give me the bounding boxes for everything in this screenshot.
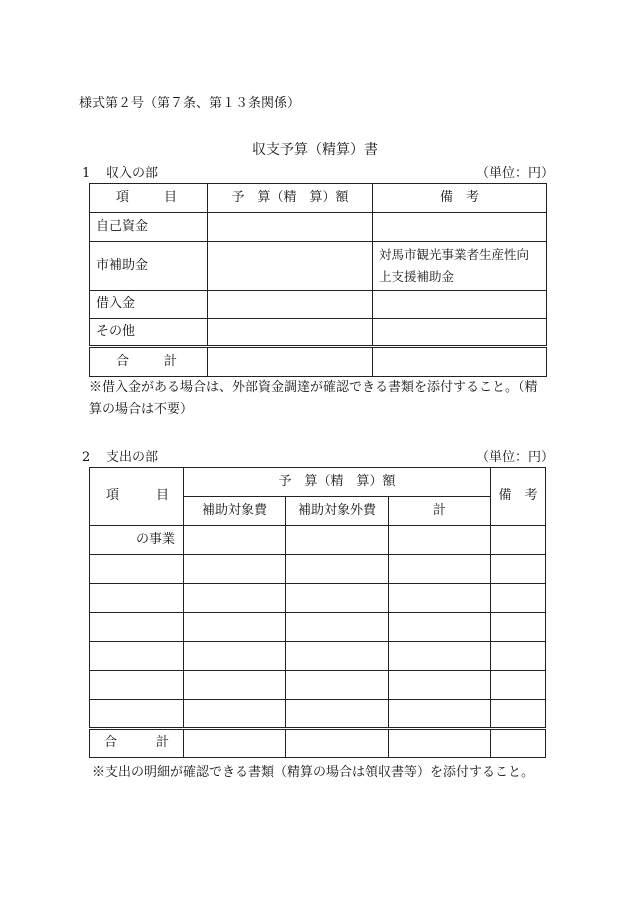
income-heading: 収入の部	[106, 166, 159, 181]
expense-total-cell[interactable]	[491, 729, 546, 758]
table-row	[90, 319, 547, 347]
expense-total-a: 合	[104, 735, 118, 751]
income-header-item-a: 項	[116, 189, 130, 205]
income-item-cell: 市補助金	[90, 242, 208, 291]
income-note-line-1: ※借入金がある場合は、外部資金調達が確認できる書類を添付すること。（精	[89, 380, 538, 395]
income-remarks-cell[interactable]	[373, 319, 547, 347]
expense-header-subsidized: 補助対象費	[184, 497, 286, 526]
income-item-cell: 自己資金	[90, 213, 208, 242]
expense-heading: 支出の部	[106, 450, 159, 465]
table-row	[90, 555, 546, 584]
expense-cell[interactable]	[184, 700, 286, 729]
expense-item-cell[interactable]	[90, 584, 184, 613]
expense-item-cell[interactable]	[90, 555, 184, 584]
table-row	[90, 242, 547, 291]
expense-total-b: 計	[155, 735, 169, 751]
income-item-cell: その他	[90, 319, 208, 347]
expense-table	[89, 467, 546, 758]
expense-header-item	[90, 468, 184, 526]
expense-cell[interactable]	[286, 584, 389, 613]
document-title: 収支予算（精算）書	[252, 142, 378, 158]
expense-header-budget: 予 算（精 算）額	[184, 468, 491, 497]
expense-cell[interactable]	[491, 555, 546, 584]
expense-header-row-1	[90, 468, 546, 497]
table-row	[90, 642, 546, 671]
expense-cell[interactable]	[389, 555, 491, 584]
income-table	[89, 183, 547, 377]
expense-note: ※支出の明細が確認できる書類（精算の場合は領収書等）を添付すること。	[92, 765, 535, 780]
expense-cell[interactable]	[491, 526, 546, 555]
expense-header-remarks: 備 考	[491, 468, 546, 526]
expense-cell[interactable]	[491, 613, 546, 642]
expense-item-cell[interactable]	[90, 671, 184, 700]
income-total-b: 計	[163, 353, 177, 369]
table-row	[90, 526, 546, 555]
income-heading-number: 1	[82, 166, 91, 181]
expense-total-cell[interactable]	[389, 729, 491, 758]
expense-cell[interactable]	[389, 526, 491, 555]
table-row	[90, 700, 546, 729]
income-total-budget-cell[interactable]	[208, 347, 373, 377]
income-budget-cell[interactable]	[208, 213, 373, 242]
income-remarks-cell[interactable]	[373, 213, 547, 242]
expense-cell[interactable]	[491, 700, 546, 729]
income-remarks-cell[interactable]	[373, 242, 547, 291]
expense-cell[interactable]	[184, 642, 286, 671]
expense-header-item-a: 項	[106, 488, 120, 504]
income-budget-cell[interactable]	[208, 242, 373, 291]
expense-cell[interactable]	[286, 642, 389, 671]
expense-cell[interactable]	[184, 671, 286, 700]
expense-total-row	[90, 729, 546, 758]
expense-heading-number: 2	[82, 450, 91, 465]
income-note-line-2: 算の場合は不要）	[89, 402, 194, 417]
expense-cell[interactable]	[184, 584, 286, 613]
expense-total-label	[90, 729, 184, 758]
expense-cell[interactable]	[491, 671, 546, 700]
expense-cell[interactable]	[286, 526, 389, 555]
income-header-remarks: 備 考	[373, 184, 547, 213]
income-item-cell: 借入金	[90, 291, 208, 319]
expense-cell[interactable]	[389, 671, 491, 700]
income-remarks-line-1: 対馬市観光事業者生産性向	[379, 247, 530, 263]
income-header-item	[90, 184, 208, 213]
expense-item-cell[interactable]	[90, 613, 184, 642]
income-remarks-line-2: 上支援補助金	[379, 269, 455, 284]
expense-cell[interactable]	[286, 613, 389, 642]
expense-cell[interactable]	[184, 613, 286, 642]
expense-item-cell[interactable]: の事業	[90, 526, 184, 555]
expense-cell[interactable]	[184, 555, 286, 584]
income-total-a: 合	[116, 353, 130, 369]
expense-total-cell[interactable]	[286, 729, 389, 758]
expense-total-cell[interactable]	[184, 729, 286, 758]
expense-cell[interactable]	[389, 700, 491, 729]
table-row	[90, 671, 546, 700]
income-total-remarks-cell[interactable]	[373, 347, 547, 377]
income-header-budget: 予 算（精 算）額	[208, 184, 373, 213]
income-budget-cell[interactable]	[208, 291, 373, 319]
expense-cell[interactable]	[491, 642, 546, 671]
expense-cell[interactable]	[389, 613, 491, 642]
expense-cell[interactable]	[286, 700, 389, 729]
expense-cell[interactable]	[389, 642, 491, 671]
table-row	[90, 213, 547, 242]
income-header-item-b: 目	[163, 189, 177, 205]
income-header-row	[90, 184, 547, 213]
income-budget-cell[interactable]	[208, 319, 373, 347]
expense-cell[interactable]	[184, 526, 286, 555]
expense-header-subtotal: 計	[389, 497, 491, 526]
expense-unit: （単位：円）	[476, 450, 555, 465]
income-unit: （単位：円）	[476, 166, 555, 181]
expense-item-cell[interactable]	[90, 700, 184, 729]
expense-cell[interactable]	[389, 584, 491, 613]
table-row	[90, 584, 546, 613]
expense-cell[interactable]	[286, 671, 389, 700]
expense-item-cell[interactable]	[90, 642, 184, 671]
income-total-label	[90, 347, 208, 377]
expense-header-non-subsidized: 補助対象外費	[286, 497, 389, 526]
form-number: 様式第２号（第７条、第１３条関係）	[79, 96, 301, 111]
income-total-row	[90, 347, 547, 377]
expense-cell[interactable]	[286, 555, 389, 584]
income-remarks-cell[interactable]	[373, 291, 547, 319]
table-row	[90, 291, 547, 319]
table-row	[90, 613, 546, 642]
expense-header-item-b: 目	[155, 488, 169, 504]
expense-cell[interactable]	[491, 584, 546, 613]
